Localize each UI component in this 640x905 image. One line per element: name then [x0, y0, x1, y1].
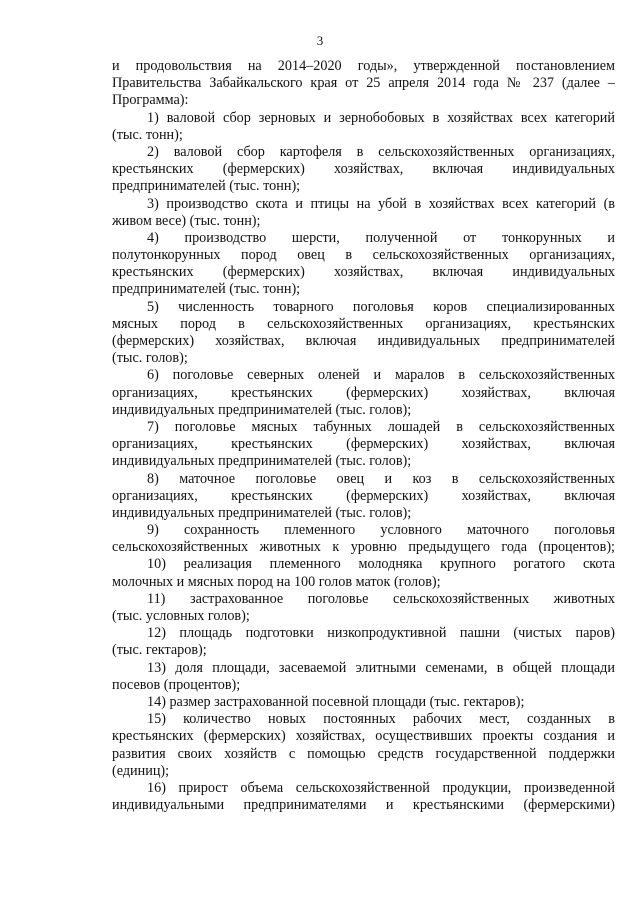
text-line: живом весе) (тыс. тонн); [112, 212, 261, 229]
text-line: крестьянских (фермерских) хозяйствах, осуществивших проекты создания и [112, 728, 615, 745]
text-line: крестьянских (фермерских) хозяйствах, включая индивидуальных [112, 161, 615, 178]
text-line: индивидуальных предпринимателей (тыс. голов); [112, 504, 412, 521]
text-line: организациях, крестьянских (фермерских) хозяйствах, включая [112, 436, 615, 453]
text-line: 9) сохранность племенного условного маточного поголовья [147, 522, 615, 539]
text-line: 10) реализация племенного молодняка крупного рогатого скота [147, 556, 615, 573]
text-line: 13) доля площади, засеваемой элитными семенами, в общей площади [147, 659, 615, 676]
text-line: предпринимателей (тыс. тонн); [112, 178, 301, 195]
text-line: Правительства Забайкальского края от 25 апреля 2014 года № 237 (далее – [112, 75, 615, 92]
text-line: 12) площадь подготовки низкопродуктивной пашни (чистых паров) [147, 625, 615, 642]
text-line: 15) количество новых постоянных рабочих мест, созданных в [147, 711, 615, 728]
text-line: организациях, крестьянских (фермерских) хозяйствах, включая [112, 487, 615, 504]
text-line: (тыс. условных голов); [112, 608, 250, 624]
text-line: 6) поголовье северных оленей и маралов в сельскохозяйственных [147, 367, 615, 384]
text-line: молочных и мясных пород на 100 голов маток (голов); [112, 573, 441, 590]
text-line: 4) производство шерсти, полученной от тонкорунных и [147, 229, 615, 246]
document-body [112, 58, 615, 814]
text-line: 5) численность товарного поголовья коров специализированных [147, 298, 615, 315]
text-line: полутонкорунных пород овец в сельскохозяйственных организациях, [112, 247, 615, 264]
text-line: 14) размер застрахованной посевной площади (тыс. гектаров); [147, 693, 525, 710]
text-line: индивидуальных предпринимателей (тыс. голов); [112, 453, 412, 470]
text-line: 3) производство скота и птицы на убой в хозяйствах всех категорий (в [147, 195, 615, 212]
text-line: организациях, крестьянских (фермерских) хозяйствах, включая [112, 384, 615, 401]
text-line: 1) валовой сбор зерновых и зернобобовых в хозяйствах всех категорий [147, 109, 615, 126]
text-line: сельскохозяйственных животных к уровню предыдущего года (процентов); [112, 539, 615, 556]
text-line: 11) застрахованное поголовье сельскохозяйственных животных [147, 590, 615, 607]
text-line: и продовольствия на 2014–2020 годы», утвержденной постановлением [112, 58, 615, 74]
text-line: 2) валовой сбор картофеля в сельскохозяйственных организациях, [147, 143, 615, 160]
text-line: 8) маточное поголовье овец и коз в сельскохозяйственных [147, 470, 615, 487]
text-line: развития своих хозяйств с помощью средств государственной поддержки [112, 745, 615, 762]
text-line: индивидуальными предпринимателями и крестьянскими (фермерскими) [112, 797, 615, 814]
text-line: предпринимателей (тыс. тонн); [112, 281, 301, 298]
page-number: 3 [316, 33, 324, 48]
text-line: 16) прирост объема сельскохозяйственной продукции, произведенной [147, 779, 615, 796]
text-line: мясных пород в сельскохозяйственных организациях, крестьянских [112, 315, 615, 332]
text-line: (единиц); [112, 762, 170, 779]
text-line: (тыс. тонн); [112, 126, 183, 143]
text-line: Программа): [112, 92, 189, 109]
text-line: 7) поголовье мясных табунных лошадей в сельскохозяйственных [147, 418, 615, 435]
text-line: (фермерских) хозяйствах, включая индивидуальных предпринимателей [112, 333, 615, 349]
text-line: крестьянских (фермерских) хозяйствах, включая индивидуальных [112, 264, 615, 281]
text-line: индивидуальных предпринимателей (тыс. голов); [112, 401, 412, 418]
text-line: (тыс. голов); [112, 350, 188, 367]
text-line: (тыс. гектаров); [112, 642, 207, 659]
text-line: посевов (процентов); [112, 676, 241, 693]
